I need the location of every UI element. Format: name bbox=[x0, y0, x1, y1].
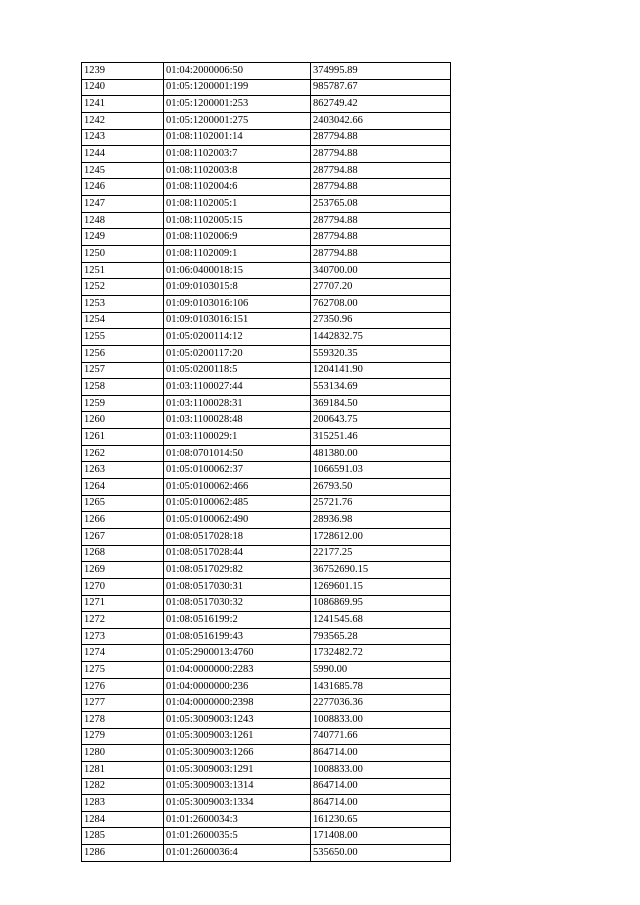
cadastral-number-cell: 01:01:2600036:4 bbox=[164, 845, 311, 862]
row-number-cell: 1243 bbox=[82, 129, 164, 146]
value-cell: 369184.50 bbox=[311, 395, 451, 412]
row-number-cell: 1249 bbox=[82, 229, 164, 246]
value-cell: 864714.00 bbox=[311, 778, 451, 795]
cadastral-number-cell: 01:05:3009003:1261 bbox=[164, 728, 311, 745]
row-number-cell: 1254 bbox=[82, 312, 164, 329]
row-number-cell: 1255 bbox=[82, 329, 164, 346]
table-row bbox=[82, 129, 451, 146]
row-number-cell: 1263 bbox=[82, 462, 164, 479]
value-cell: 1241545.68 bbox=[311, 612, 451, 629]
row-number-cell: 1252 bbox=[82, 279, 164, 296]
value-cell: 864714.00 bbox=[311, 795, 451, 812]
row-number-cell: 1258 bbox=[82, 379, 164, 396]
value-cell: 374995.89 bbox=[311, 63, 451, 80]
row-number-cell: 1253 bbox=[82, 295, 164, 312]
table-row bbox=[82, 429, 451, 446]
table-row bbox=[82, 562, 451, 579]
cadastral-number-cell: 01:05:0100062:466 bbox=[164, 479, 311, 496]
row-number-cell: 1244 bbox=[82, 146, 164, 163]
table-row bbox=[82, 179, 451, 196]
cadastral-number-cell: 01:03:1100029:1 bbox=[164, 429, 311, 446]
value-cell: 287794.88 bbox=[311, 162, 451, 179]
value-cell: 22177.25 bbox=[311, 545, 451, 562]
table-row bbox=[82, 279, 451, 296]
value-cell: 1431685.78 bbox=[311, 678, 451, 695]
value-cell: 287794.88 bbox=[311, 129, 451, 146]
cadastral-number-cell: 01:03:1100028:31 bbox=[164, 395, 311, 412]
cadastral-number-cell: 01:08:0516199:43 bbox=[164, 628, 311, 645]
value-cell: 1728612.00 bbox=[311, 528, 451, 545]
value-cell: 25721.76 bbox=[311, 495, 451, 512]
table-row bbox=[82, 196, 451, 213]
row-number-cell: 1282 bbox=[82, 778, 164, 795]
data-table bbox=[81, 62, 451, 862]
cadastral-number-cell: 01:03:1100027:44 bbox=[164, 379, 311, 396]
table-row bbox=[82, 645, 451, 662]
table-row bbox=[82, 112, 451, 129]
cadastral-number-cell: 01:05:0100062:37 bbox=[164, 462, 311, 479]
value-cell: 1442832.75 bbox=[311, 329, 451, 346]
cadastral-number-cell: 01:08:1102006:9 bbox=[164, 229, 311, 246]
table-row bbox=[82, 412, 451, 429]
value-cell: 862749.42 bbox=[311, 96, 451, 113]
table-row bbox=[82, 628, 451, 645]
table-row bbox=[82, 711, 451, 728]
table-row bbox=[82, 229, 451, 246]
cadastral-number-cell: 01:04:0000000:236 bbox=[164, 678, 311, 695]
cadastral-number-cell: 01:08:1102003:8 bbox=[164, 162, 311, 179]
cadastral-number-cell: 01:09:0103015:8 bbox=[164, 279, 311, 296]
row-number-cell: 1278 bbox=[82, 711, 164, 728]
value-cell: 340700.00 bbox=[311, 262, 451, 279]
cadastral-number-cell: 01:05:2900013:4760 bbox=[164, 645, 311, 662]
value-cell: 287794.88 bbox=[311, 179, 451, 196]
row-number-cell: 1242 bbox=[82, 112, 164, 129]
cadastral-number-cell: 01:05:3009003:1291 bbox=[164, 761, 311, 778]
row-number-cell: 1245 bbox=[82, 162, 164, 179]
cadastral-number-cell: 01:08:1102003:7 bbox=[164, 146, 311, 163]
table-row bbox=[82, 162, 451, 179]
value-cell: 27707.20 bbox=[311, 279, 451, 296]
row-number-cell: 1264 bbox=[82, 479, 164, 496]
cadastral-number-cell: 01:05:3009003:1266 bbox=[164, 745, 311, 762]
value-cell: 315251.46 bbox=[311, 429, 451, 446]
value-cell: 1732482.72 bbox=[311, 645, 451, 662]
value-cell: 171408.00 bbox=[311, 828, 451, 845]
row-number-cell: 1246 bbox=[82, 179, 164, 196]
row-number-cell: 1266 bbox=[82, 512, 164, 529]
row-number-cell: 1262 bbox=[82, 445, 164, 462]
cadastral-number-cell: 01:08:0516199:2 bbox=[164, 612, 311, 629]
table-row bbox=[82, 678, 451, 695]
cadastral-number-cell: 01:08:0517028:44 bbox=[164, 545, 311, 562]
row-number-cell: 1268 bbox=[82, 545, 164, 562]
value-cell: 161230.65 bbox=[311, 811, 451, 828]
cadastral-number-cell: 01:05:0200117:20 bbox=[164, 345, 311, 362]
cadastral-number-cell: 01:03:1100028:48 bbox=[164, 412, 311, 429]
row-number-cell: 1267 bbox=[82, 528, 164, 545]
table-row bbox=[82, 379, 451, 396]
row-number-cell: 1269 bbox=[82, 562, 164, 579]
value-cell: 2403042.66 bbox=[311, 112, 451, 129]
row-number-cell: 1280 bbox=[82, 745, 164, 762]
cadastral-number-cell: 01:05:0100062:490 bbox=[164, 512, 311, 529]
table-row bbox=[82, 778, 451, 795]
value-cell: 287794.88 bbox=[311, 229, 451, 246]
cadastral-number-cell: 01:05:1200001:275 bbox=[164, 112, 311, 129]
row-number-cell: 1279 bbox=[82, 728, 164, 745]
value-cell: 762708.00 bbox=[311, 295, 451, 312]
value-cell: 559320.35 bbox=[311, 345, 451, 362]
value-cell: 740771.66 bbox=[311, 728, 451, 745]
row-number-cell: 1239 bbox=[82, 63, 164, 80]
table-row bbox=[82, 96, 451, 113]
value-cell: 1204141.90 bbox=[311, 362, 451, 379]
table-row bbox=[82, 745, 451, 762]
value-cell: 253765.08 bbox=[311, 196, 451, 213]
table-row bbox=[82, 662, 451, 679]
table-row bbox=[82, 345, 451, 362]
table-row bbox=[82, 828, 451, 845]
value-cell: 481380.00 bbox=[311, 445, 451, 462]
row-number-cell: 1284 bbox=[82, 811, 164, 828]
table-row bbox=[82, 495, 451, 512]
table-row bbox=[82, 146, 451, 163]
cadastral-number-cell: 01:04:2000006:50 bbox=[164, 63, 311, 80]
table-row bbox=[82, 329, 451, 346]
cadastral-number-cell: 01:05:3009003:1334 bbox=[164, 795, 311, 812]
value-cell: 26793.50 bbox=[311, 479, 451, 496]
row-number-cell: 1274 bbox=[82, 645, 164, 662]
cadastral-number-cell: 01:04:0000000:2283 bbox=[164, 662, 311, 679]
cadastral-number-cell: 01:08:0701014:50 bbox=[164, 445, 311, 462]
table-row bbox=[82, 246, 451, 263]
value-cell: 287794.88 bbox=[311, 146, 451, 163]
cadastral-number-cell: 01:08:1102001:14 bbox=[164, 129, 311, 146]
value-cell: 553134.69 bbox=[311, 379, 451, 396]
row-number-cell: 1271 bbox=[82, 595, 164, 612]
cadastral-number-cell: 01:06:0400018:15 bbox=[164, 262, 311, 279]
table-row bbox=[82, 312, 451, 329]
cadastral-number-cell: 01:08:1102009:1 bbox=[164, 246, 311, 263]
cadastral-number-cell: 01:01:2600034:3 bbox=[164, 811, 311, 828]
value-cell: 200643.75 bbox=[311, 412, 451, 429]
row-number-cell: 1248 bbox=[82, 212, 164, 229]
value-cell: 864714.00 bbox=[311, 745, 451, 762]
table-body bbox=[82, 63, 451, 862]
value-cell: 793565.28 bbox=[311, 628, 451, 645]
cadastral-number-cell: 01:05:0200118:5 bbox=[164, 362, 311, 379]
table-row bbox=[82, 462, 451, 479]
value-cell: 1269601.15 bbox=[311, 578, 451, 595]
row-number-cell: 1281 bbox=[82, 761, 164, 778]
row-number-cell: 1260 bbox=[82, 412, 164, 429]
table-row bbox=[82, 728, 451, 745]
cadastral-number-cell: 01:05:3009003:1243 bbox=[164, 711, 311, 728]
value-cell: 1008833.00 bbox=[311, 711, 451, 728]
cadastral-number-cell: 01:08:1102005:15 bbox=[164, 212, 311, 229]
cadastral-number-cell: 01:08:0517029:82 bbox=[164, 562, 311, 579]
table-row bbox=[82, 612, 451, 629]
table-row bbox=[82, 295, 451, 312]
row-number-cell: 1251 bbox=[82, 262, 164, 279]
cadastral-number-cell: 01:08:0517030:31 bbox=[164, 578, 311, 595]
value-cell: 287794.88 bbox=[311, 246, 451, 263]
table-row bbox=[82, 212, 451, 229]
row-number-cell: 1270 bbox=[82, 578, 164, 595]
table-row bbox=[82, 479, 451, 496]
value-cell: 2277036.36 bbox=[311, 695, 451, 712]
table-row bbox=[82, 795, 451, 812]
table-row bbox=[82, 79, 451, 96]
row-number-cell: 1250 bbox=[82, 246, 164, 263]
cadastral-number-cell: 01:05:0200114:12 bbox=[164, 329, 311, 346]
value-cell: 36752690.15 bbox=[311, 562, 451, 579]
cadastral-number-cell: 01:08:1102004:6 bbox=[164, 179, 311, 196]
cadastral-number-cell: 01:05:3009003:1314 bbox=[164, 778, 311, 795]
row-number-cell: 1265 bbox=[82, 495, 164, 512]
value-cell: 27350.96 bbox=[311, 312, 451, 329]
value-cell: 1008833.00 bbox=[311, 761, 451, 778]
table-row bbox=[82, 512, 451, 529]
table-row bbox=[82, 362, 451, 379]
table-row bbox=[82, 63, 451, 80]
table-row bbox=[82, 578, 451, 595]
row-number-cell: 1286 bbox=[82, 845, 164, 862]
cadastral-number-cell: 01:05:1200001:253 bbox=[164, 96, 311, 113]
value-cell: 985787.67 bbox=[311, 79, 451, 96]
row-number-cell: 1240 bbox=[82, 79, 164, 96]
value-cell: 1086869.95 bbox=[311, 595, 451, 612]
row-number-cell: 1283 bbox=[82, 795, 164, 812]
row-number-cell: 1273 bbox=[82, 628, 164, 645]
table-row bbox=[82, 262, 451, 279]
row-number-cell: 1261 bbox=[82, 429, 164, 446]
row-number-cell: 1272 bbox=[82, 612, 164, 629]
table-row bbox=[82, 845, 451, 862]
row-number-cell: 1259 bbox=[82, 395, 164, 412]
cadastral-number-cell: 01:08:0517030:32 bbox=[164, 595, 311, 612]
row-number-cell: 1276 bbox=[82, 678, 164, 695]
table-row bbox=[82, 545, 451, 562]
cadastral-number-cell: 01:05:1200001:199 bbox=[164, 79, 311, 96]
value-cell: 5990.00 bbox=[311, 662, 451, 679]
cadastral-number-cell: 01:04:0000000:2398 bbox=[164, 695, 311, 712]
value-cell: 1066591.03 bbox=[311, 462, 451, 479]
value-cell: 28936.98 bbox=[311, 512, 451, 529]
table-row bbox=[82, 761, 451, 778]
cadastral-number-cell: 01:09:0103016:106 bbox=[164, 295, 311, 312]
table-row bbox=[82, 695, 451, 712]
cadastral-number-cell: 01:09:0103016:151 bbox=[164, 312, 311, 329]
row-number-cell: 1277 bbox=[82, 695, 164, 712]
row-number-cell: 1285 bbox=[82, 828, 164, 845]
cadastral-number-cell: 01:08:0517028:18 bbox=[164, 528, 311, 545]
table-row bbox=[82, 595, 451, 612]
row-number-cell: 1247 bbox=[82, 196, 164, 213]
table-row bbox=[82, 395, 451, 412]
value-cell: 535650.00 bbox=[311, 845, 451, 862]
table-row bbox=[82, 528, 451, 545]
value-cell: 287794.88 bbox=[311, 212, 451, 229]
row-number-cell: 1241 bbox=[82, 96, 164, 113]
cadastral-number-cell: 01:01:2600035:5 bbox=[164, 828, 311, 845]
row-number-cell: 1275 bbox=[82, 662, 164, 679]
row-number-cell: 1257 bbox=[82, 362, 164, 379]
cadastral-number-cell: 01:05:0100062:485 bbox=[164, 495, 311, 512]
cadastral-number-cell: 01:08:1102005:1 bbox=[164, 196, 311, 213]
row-number-cell: 1256 bbox=[82, 345, 164, 362]
table-row bbox=[82, 445, 451, 462]
table-row bbox=[82, 811, 451, 828]
